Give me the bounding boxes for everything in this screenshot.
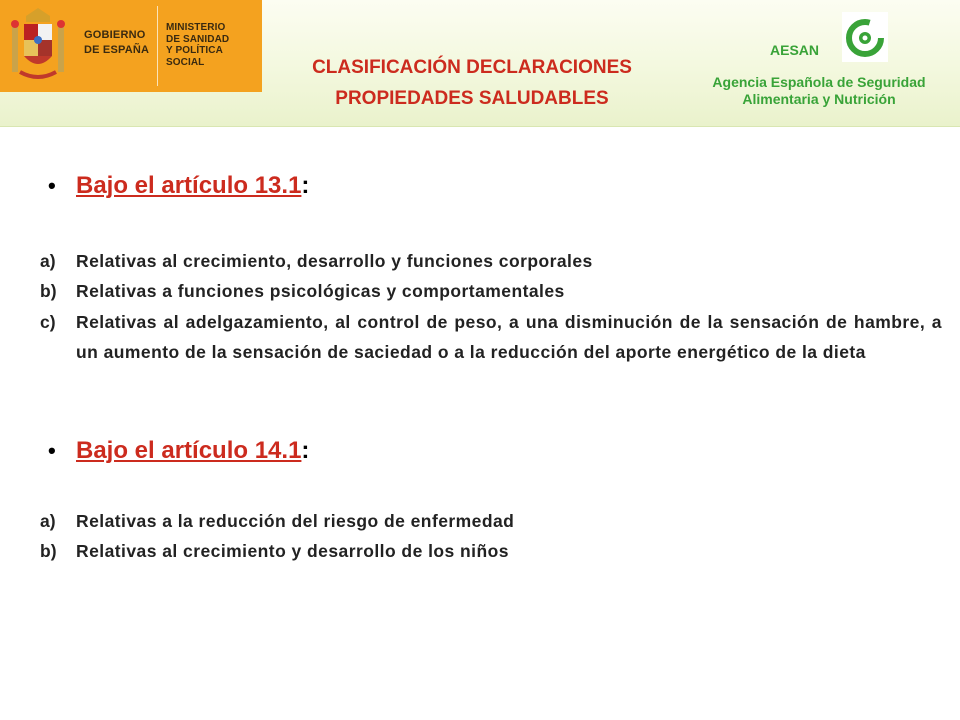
gov-line-2: DE ESPAÑA — [84, 44, 150, 56]
list-item — [40, 536, 942, 566]
ministry-line-1: MINISTERIO — [166, 22, 226, 33]
title-line-2: PROPIEDADES SALUDABLES — [335, 88, 609, 109]
item-text: Relativas a la reducción del riesgo de enfermedad — [76, 511, 515, 531]
list-item — [40, 307, 942, 367]
ministry-line-2: DE SANIDAD — [166, 33, 230, 45]
item-label: c) — [40, 312, 56, 332]
item-label: a) — [40, 251, 56, 271]
list-item — [40, 276, 942, 306]
item-text: Relativas a funciones psicológicas y comportamentales — [76, 281, 565, 301]
heading-colon: : — [301, 437, 310, 464]
heading-colon: : — [301, 172, 310, 199]
list-item — [40, 506, 942, 536]
heading-link-14-1[interactable]: Bajo el artículo 14.1 — [76, 437, 302, 464]
section-heading-13-1 — [48, 172, 309, 200]
agency-line-1: Agencia Española de Seguridad — [712, 74, 926, 90]
gov-line-1: GOBIERNO — [84, 29, 146, 41]
item-text: Relativas al crecimiento, desarrollo y funciones corporales — [76, 251, 593, 271]
title-line-1: CLASIFICACIÓN DECLARACIONES — [312, 57, 632, 78]
list-item — [40, 246, 942, 276]
item-text: Relativas al crecimiento y desarrollo de los niños — [76, 541, 509, 561]
item-text: Relativas al adelgazamiento, al control de peso, a una disminución de la sensación de hambre, a un aumento de la sensación de saciedad o a la reducción del aporte energético de la dieta — [76, 312, 942, 362]
ministry-line-3: Y POLÍTICA SOCIAL — [166, 45, 223, 68]
item-label: b) — [40, 541, 57, 561]
item-label: a) — [40, 511, 56, 531]
bullet: • — [48, 173, 56, 198]
bullet: • — [48, 438, 56, 463]
section-heading-14-1 — [48, 437, 309, 465]
heading-link-13-1[interactable]: Bajo el artículo 13.1 — [76, 172, 302, 199]
item-label: b) — [40, 281, 57, 301]
aesan-label: AESAN — [770, 42, 820, 58]
agency-line-2: Alimentaria y Nutrición — [742, 91, 896, 107]
